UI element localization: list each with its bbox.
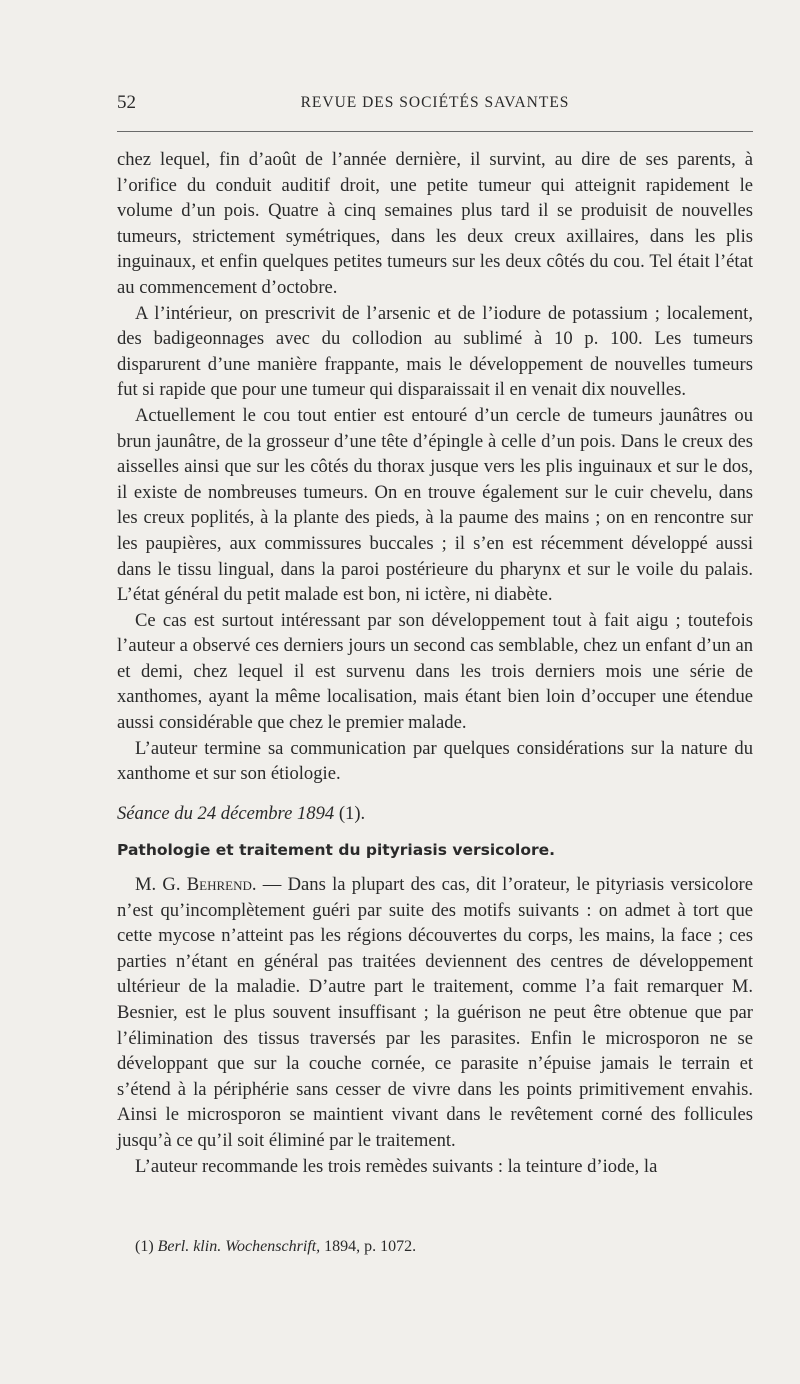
footnote-ref: (1). <box>338 802 366 824</box>
author-prefix: M. G. <box>135 874 187 896</box>
paragraph: A l’intérieur, on prescrivit de l’arsenic et de l’iodure de potassium ; localement, des badigeonnages avec du collodion au sublimé à 10 p. 100. Les tumeurs disparurent d’une manière frappante, mais le développement de nouvelles tumeurs fut si rapide que pour une tumeur qui disparaissait il en venait dix nouvelles. <box>117 302 753 401</box>
page-header <box>117 92 753 120</box>
header-rule <box>117 131 753 132</box>
paragraph: L’auteur recommande les trois remèdes suivants : la teinture d’iode, la <box>135 1155 658 1177</box>
footnote-rest: 1894, p. 1072. <box>320 1238 417 1255</box>
paragraph <box>117 872 753 1154</box>
footnote-journal: Berl. klin. Wochenschrift, <box>157 1238 321 1255</box>
seance-label: Séance du 24 décembre 1894 <box>117 802 335 824</box>
paragraph-text: Dans la plupart des cas, dit l’orateur, le pityriasis versicolore n’est qu’incomplètement guéri par suite des motifs suivants : on admet à tort que cette mycose n’atteint pas les régions découvertes du corps, les mains, la face ; ces parties n’étant en général pas traitées deviennent des centres de développement ultérieur de la maladie. D’autre part le traitement, comme l’a fait remarquer M. Besnier, est le plus souvent insuffisant ; la guérison ne peut être obtenue que par l’élimination des tissus traversés par les parasites. Enfin le microsporon ne se développant que sur la couche cornée, ce parasite n’épuise jamais le terrain et s’étend à la périphérie sans cesser de vivre dans les points primitivement envahis. Ainsi le microsporon se maintient vivant dans le revêtement corné des follicules jusqu’à ce qu’il soit éliminé par le traitement. <box>117 874 753 1151</box>
running-title: REVUE DES SOCIÉTÉS SAVANTES <box>300 94 570 111</box>
body-text <box>117 147 753 1179</box>
page-number: 52 <box>117 92 136 113</box>
footnote-marker: (1) <box>135 1238 154 1255</box>
section-title: Pathologie et traitement du pityriasis versicolore. <box>117 841 556 860</box>
paragraph: Actuellement le cou tout entier est entouré d’un cercle de tumeurs jaunâtres ou brun jaunâtre, de la grosseur d’une tête d’épingle à celle d’un pois. Dans le creux des aisselles ainsi que sur les côtés du thorax jusque vers les plis inguinaux et sur le dos, il existe de nombreuses tumeurs. On en trouve également sur le cuir chevelu, dans les creux poplités, à la plante des pieds, à la paume des mains ; on en rencontre sur les paupières, aux commissures buccales ; il s’en est récemment développé aussi dans le tissu lingual, dans la paroi postérieure du pharynx et sur le voile du palais. L’état général du petit malade est bon, ni ictère, ni diabète. <box>117 404 753 606</box>
footnote <box>135 1238 416 1256</box>
seance-heading <box>117 801 753 827</box>
paragraph: L’auteur termine sa communication par quelques considérations sur la nature du xanthome et sur son étiologie. <box>117 737 753 785</box>
paragraph: chez lequel, fin d’août de l’année dernière, il survint, au dire de ses parents, à l’orifice du conduit auditif droit, une petite tumeur qui atteignit rapidement le volume d’un pois. Quatre à cinq semaines plus tard il se produisit de nouvelles tumeurs, strictement symétriques, dans les deux creux axillaires, dans les plis inguinaux, et enfin quelques petites tumeurs sur les deux côtés du cou. Tel était l’état au commencement d’octobre. <box>117 149 753 298</box>
author-name: Behrend <box>186 874 252 896</box>
paragraph: Ce cas est surtout intéressant par son développement tout à fait aigu ; toutefois l’auteur a observé ces derniers jours un second cas semblable, chez un enfant d’un an et demi, chez lequel il est survenu dans les trois derniers mois une série de xanthomes, ayant la même localisation, mais étant bien loin d’occuper une étendue aussi considérable que chez le premier malade. <box>117 609 753 734</box>
author-dash: . — <box>251 874 288 896</box>
